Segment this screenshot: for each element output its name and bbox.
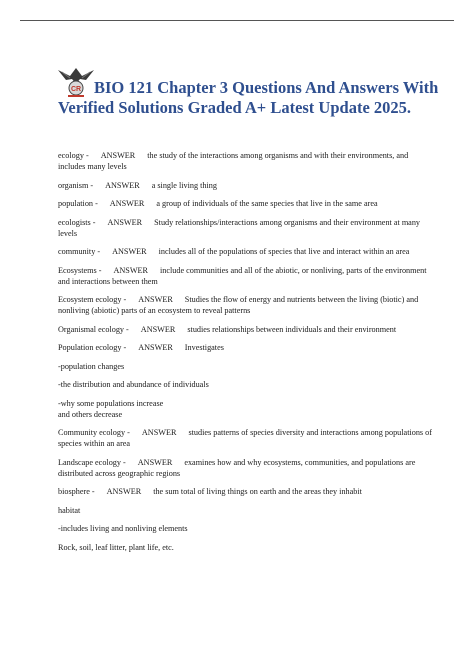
- definition: the sum total of living things on earth and the areas they inhabit: [153, 487, 362, 496]
- answer-label: ANSWER: [113, 265, 149, 275]
- definition: the study of the interactions among organisms and with their environments, and includes many levels: [58, 151, 409, 171]
- answer-label: ANSWER: [138, 295, 173, 304]
- entry-community-ecology: [58, 427, 436, 449]
- term: biosphere -: [58, 487, 95, 496]
- term: community -: [58, 247, 101, 256]
- entry-ecology: [58, 150, 436, 172]
- answer-label: ANSWER: [140, 324, 176, 334]
- definition: studies relationships between individuals and their environment: [187, 324, 397, 334]
- term: Ecosystem ecology -: [58, 295, 127, 304]
- answer-label: ANSWER: [100, 151, 136, 160]
- entry-organismal-ecology: [58, 324, 436, 335]
- detail-text: -why some populations increase: [58, 398, 164, 408]
- definition: Studies the flow of energy and nutrients between the living (biotic) and nonliving (abiotic) parts of an ecosystem to reveal patterns: [58, 295, 419, 315]
- definition: studies patterns of species diversity and interactions among populations of species within an area: [58, 428, 432, 448]
- entry-community: [58, 246, 436, 257]
- detail-line: -the distribution and abundance of individuals: [58, 380, 209, 389]
- entry-ecosystem-ecology: [58, 294, 436, 316]
- entry-ecologists: [58, 217, 436, 239]
- term: Ecosystems -: [58, 265, 102, 275]
- entry-ecosystems: [58, 265, 436, 287]
- definition: a group of individuals of the same species that live in the same area: [156, 199, 378, 208]
- entry-population: [58, 198, 436, 209]
- definition: Investigates: [184, 343, 224, 352]
- term: organism -: [58, 180, 94, 190]
- definition: includes all of the populations of species that live and interact within an area: [158, 247, 410, 256]
- answer-label: ANSWER: [106, 487, 142, 496]
- term: population -: [58, 199, 98, 208]
- entry-organism: [58, 180, 436, 191]
- detail-line: [58, 398, 436, 420]
- answer-label: ANSWER: [109, 199, 145, 208]
- logo-lettering: CR: [70, 86, 82, 93]
- term: Organismal ecology -: [58, 324, 129, 334]
- term: Community ecology -: [58, 428, 130, 437]
- answer-label: ANSWER: [138, 343, 173, 352]
- term: Population ecology -: [58, 343, 127, 352]
- entry-biosphere: [58, 486, 436, 497]
- answer-label: ANSWER: [105, 180, 140, 190]
- detail-line: Rock, soil, leaf litter, plant life, etc.: [58, 542, 174, 552]
- detail-text: and others decrease: [58, 409, 123, 419]
- entry-landscape-ecology: [58, 457, 436, 479]
- answer-label: ANSWER: [112, 247, 147, 256]
- detail-line: habitat: [58, 505, 81, 515]
- term: ecology -: [58, 151, 89, 160]
- detail-line: -includes living and nonliving elements: [58, 524, 188, 533]
- entry-list: [58, 150, 436, 560]
- definition: include communities and all of the abiotic, or nonliving, parts of the environment and interactions between them: [58, 265, 427, 286]
- answer-label: ANSWER: [107, 217, 143, 227]
- answer-label: ANSWER: [137, 457, 173, 467]
- document-title: [58, 78, 458, 118]
- title-line-1: BIO 121 Chapter 3 Questions And Answers With: [94, 78, 439, 97]
- definition: a single living thing: [151, 180, 217, 190]
- answer-label: ANSWER: [141, 428, 177, 437]
- detail-line: -population changes: [58, 361, 125, 371]
- entry-population-ecology: [58, 342, 436, 353]
- definition: Study relationships/interactions among organisms and their environment at many levels: [58, 217, 421, 238]
- definition: examines how and why ecosystems, communities, and populations are distributed across geographic regions: [58, 457, 416, 478]
- term: Landscape ecology -: [58, 457, 126, 467]
- top-rule: [20, 20, 454, 21]
- title-line-2: Verified Solutions Graded A+ Latest Update 2025.: [58, 98, 412, 117]
- term: ecologists -: [58, 217, 96, 227]
